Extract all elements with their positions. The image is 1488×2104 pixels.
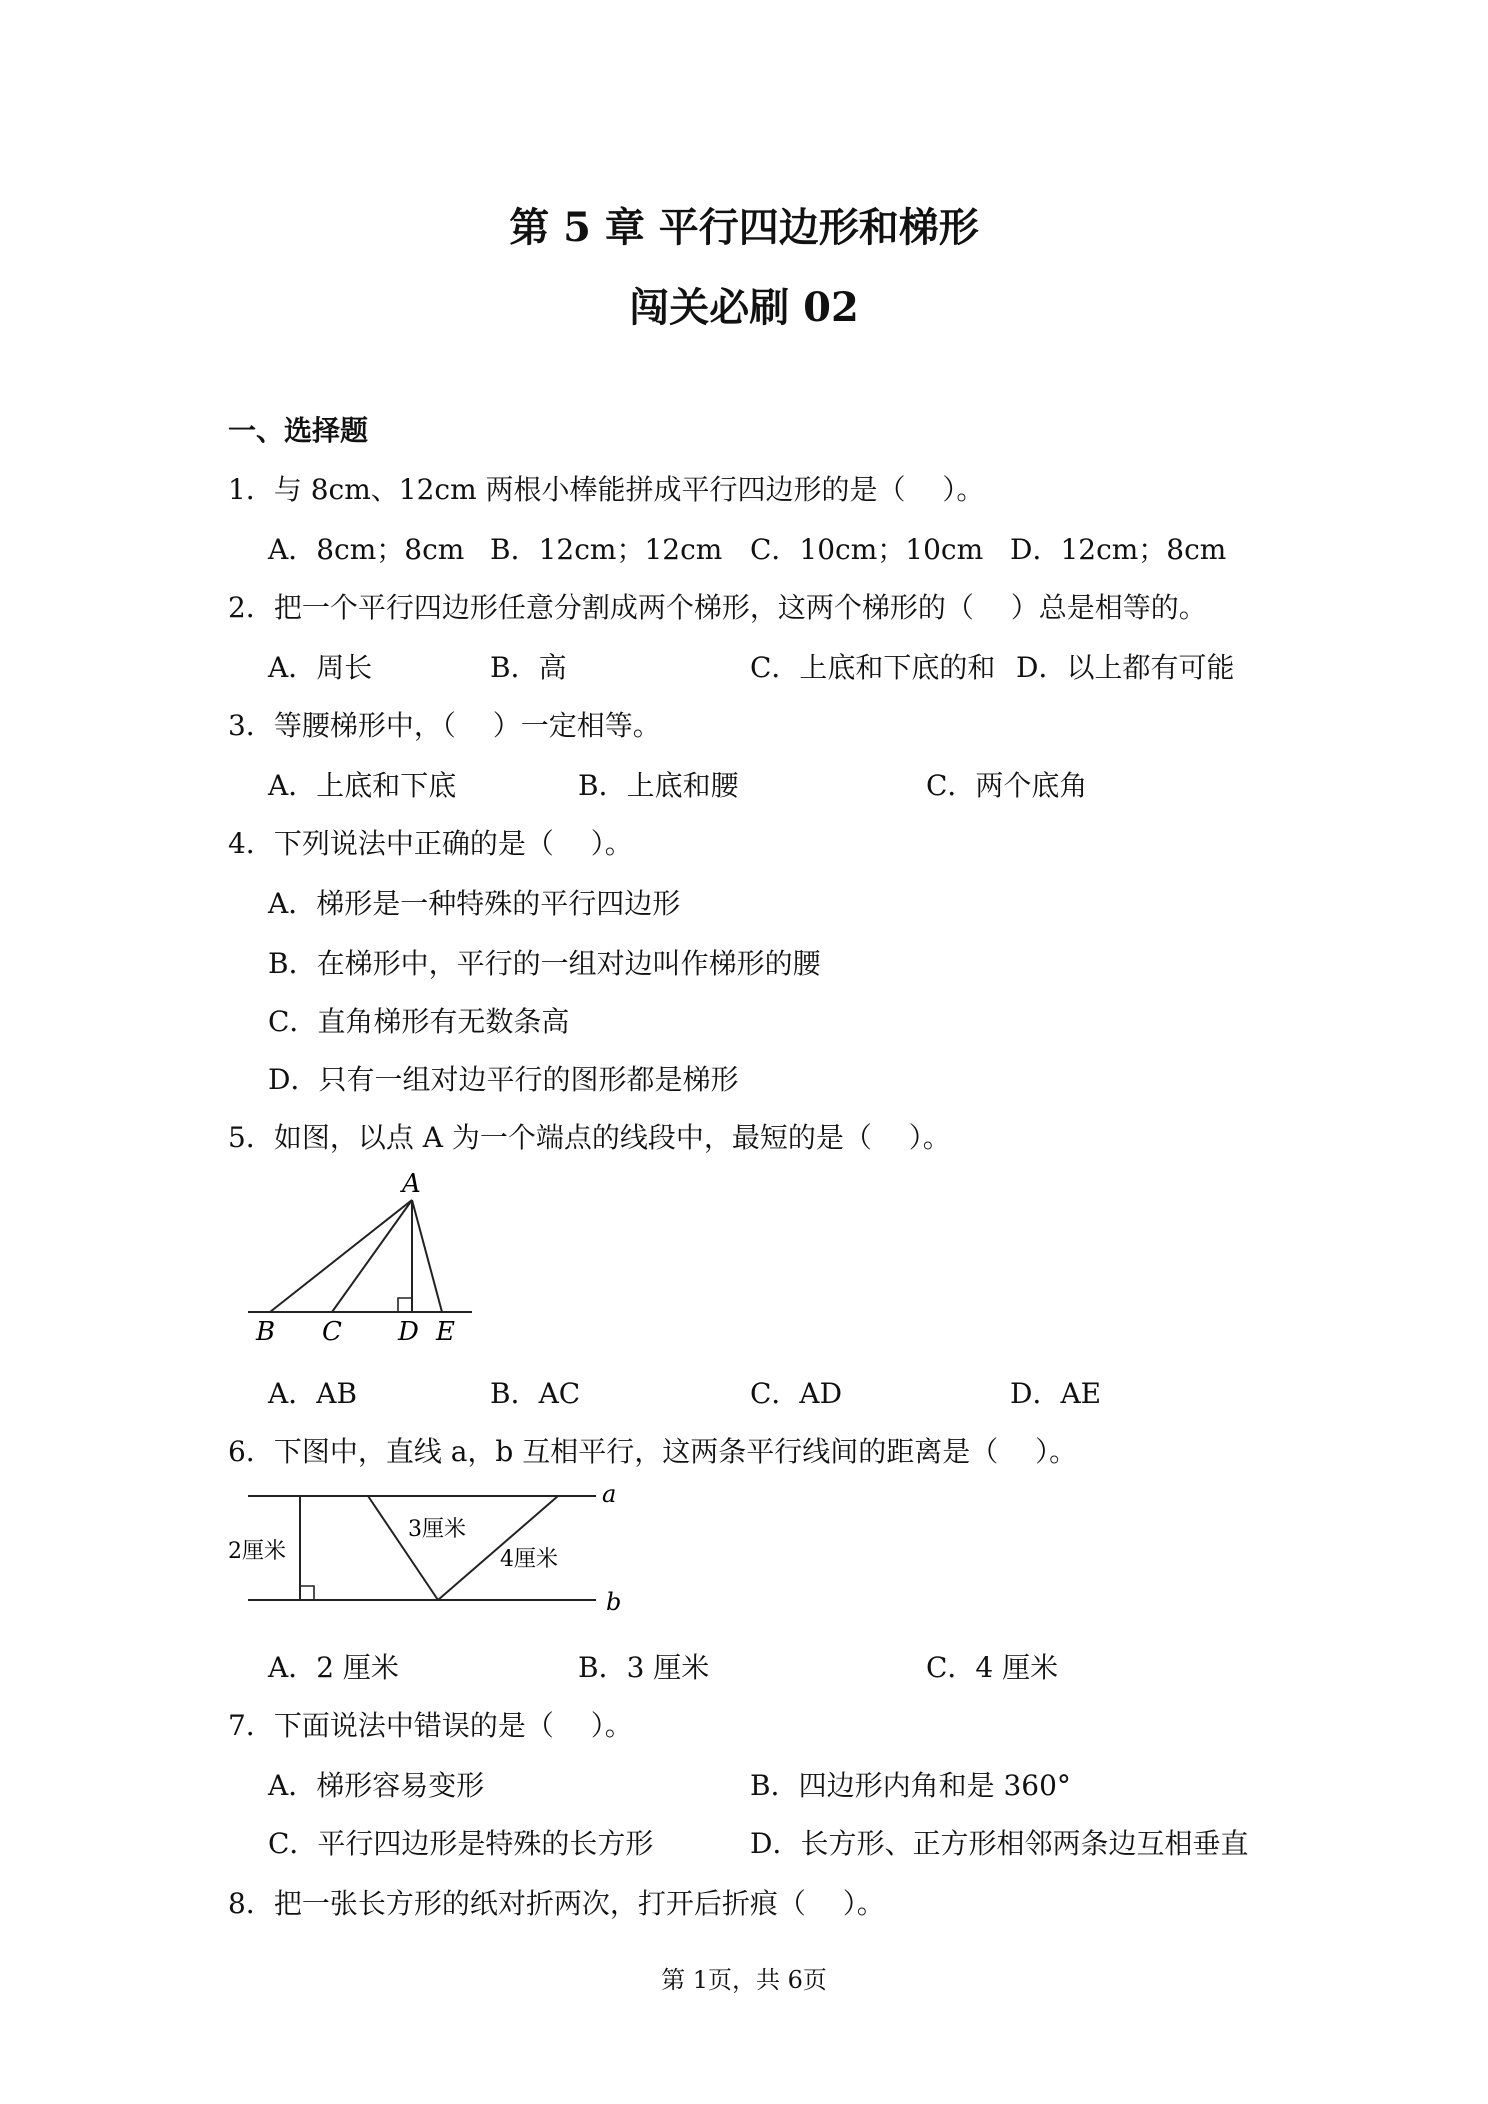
question-1: 1．与 8cm、12cm 两根小棒能拼成平行四边形的是（ ）。 — [228, 473, 985, 506]
q1-option-b: B．12cm；12cm — [490, 533, 723, 566]
q3-option-a: A．上底和下底 — [268, 769, 457, 802]
q7-option-d: D．长方形、正方形相邻两条边互相垂直 — [750, 1827, 1249, 1860]
q6-parallel-lines-figure — [220, 1478, 640, 1618]
question-6: 6．下图中，直线 a，b 互相平行，这两条平行线间的距离是（ ）。 — [228, 1435, 1078, 1468]
q6-label-2cm: 2厘米 — [228, 1539, 286, 1564]
q5-label-a: A — [402, 1170, 421, 1199]
q5-label-e: E — [436, 1317, 455, 1347]
q4-option-d: D．只有一组对边平行的图形都是梯形 — [268, 1063, 739, 1096]
q4-option-a: A．梯形是一种特殊的平行四边形 — [268, 887, 681, 920]
question-4: 4．下列说法中正确的是（ ）。 — [228, 827, 633, 860]
q2-option-b: B．高 — [490, 651, 567, 684]
q5-triangle-figure — [240, 1170, 480, 1350]
question-8: 8．把一张长方形的纸对折两次，打开后折痕（ ）。 — [228, 1887, 885, 1920]
question-2: 2．把一个平行四边形任意分割成两个梯形，这两个梯形的（ ）总是相等的。 — [228, 591, 1207, 624]
q3-option-c: C．两个底角 — [926, 769, 1088, 802]
q6-label-b: b — [606, 1588, 622, 1616]
question-7: 7．下面说法中错误的是（ ）。 — [228, 1709, 633, 1742]
q6-label-4cm: 4厘米 — [500, 1547, 558, 1572]
q2-option-d: D．以上都有可能 — [1016, 651, 1235, 684]
q7-option-b: B．四边形内角和是 360° — [750, 1769, 1071, 1802]
q6-label-a: a — [602, 1480, 617, 1508]
q1-option-d: D．12cm；8cm — [1010, 533, 1227, 566]
q6-option-c: C．4 厘米 — [926, 1651, 1059, 1684]
question-5: 5．如图，以点 A 为一个端点的线段中，最短的是（ ）。 — [228, 1121, 951, 1154]
section-heading: 一、选择题 — [228, 414, 369, 447]
q5-label-d: D — [398, 1317, 419, 1347]
q2-option-c: C．上底和下底的和 — [750, 651, 996, 684]
q5-option-c: C．AD — [750, 1377, 843, 1410]
q6-option-a: A．2 厘米 — [268, 1651, 399, 1684]
q5-label-b: B — [256, 1317, 276, 1347]
q7-option-a: A．梯形容易变形 — [268, 1769, 485, 1802]
page-subtitle: 闯关必刷 02 — [629, 284, 859, 331]
q4-option-c: C．直角梯形有无数条高 — [268, 1005, 570, 1038]
question-3: 3．等腰梯形中，（ ）一定相等。 — [228, 709, 661, 742]
q5-option-d: D．AE — [1010, 1377, 1102, 1410]
q1-option-a: A．8cm；8cm — [268, 533, 465, 566]
q1-option-c: C．10cm；10cm — [750, 533, 984, 566]
q5-label-c: C — [322, 1317, 342, 1347]
q6-label-3cm: 3厘米 — [408, 1517, 466, 1542]
q3-option-b: B．上底和腰 — [578, 769, 739, 802]
q6-option-b: B．3 厘米 — [578, 1651, 710, 1684]
q5-option-a: A．AB — [268, 1377, 358, 1410]
q5-option-b: B．AC — [490, 1377, 581, 1410]
chapter-title: 第 5 章 平行四边形和梯形 — [509, 204, 979, 251]
q2-option-a: A．周长 — [268, 651, 373, 684]
q4-option-b: B．在梯形中，平行的一组对边叫作梯形的腰 — [268, 947, 821, 980]
page-footer: 第 1页，共 6页 — [661, 1966, 827, 1994]
q7-option-c: C．平行四边形是特殊的长方形 — [268, 1827, 654, 1860]
